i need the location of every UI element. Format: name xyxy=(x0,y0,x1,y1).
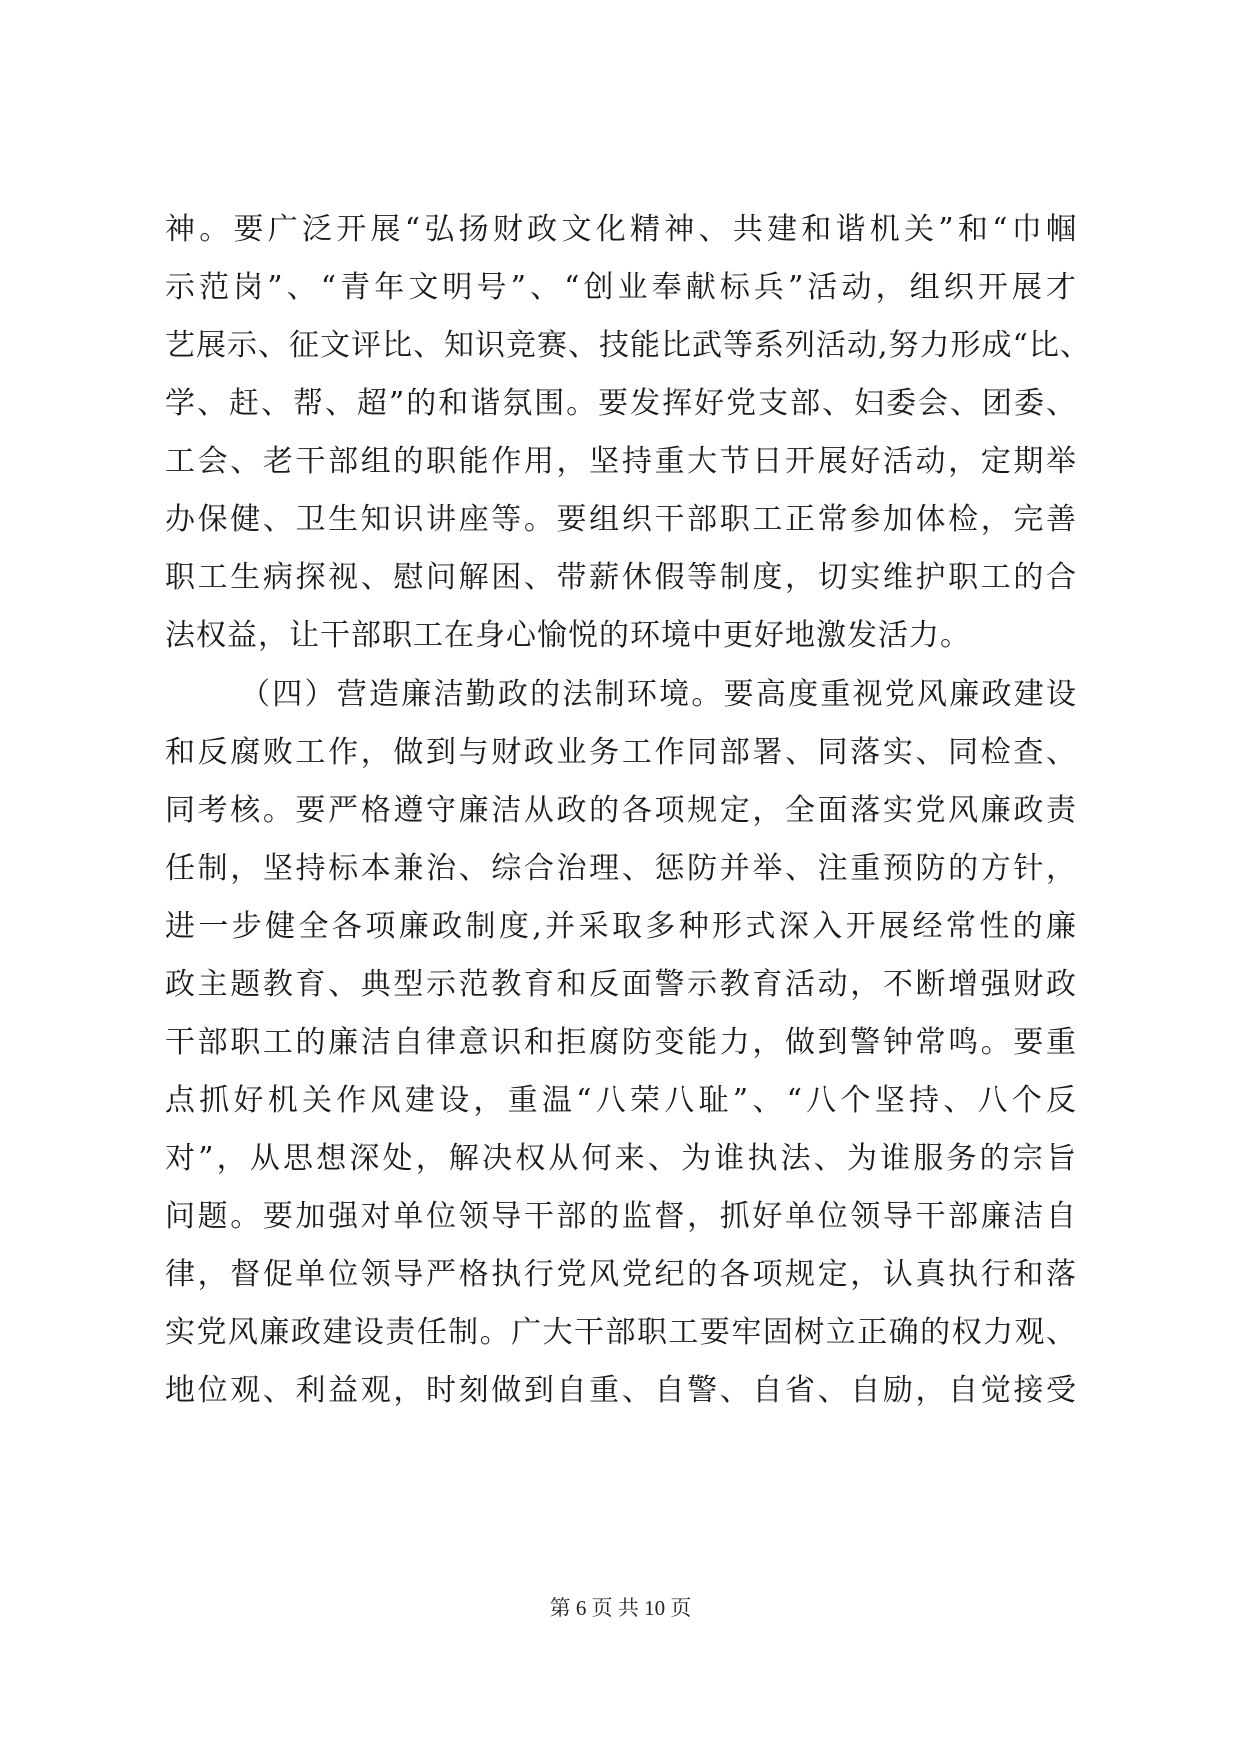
section-heading-line: （四）营造廉洁勤政的法制环境。要高度重视党风廉政建设 xyxy=(240,677,1077,712)
text-line: 学、赶、帮、超”的和谐氛围。要发挥好党支部、妇委会、团委、 xyxy=(165,386,1077,421)
text-line: 点抓好机关作风建设，重温“八荣八耻”、“八个坚持、八个反 xyxy=(165,1083,1077,1118)
text-line: 同考核。要严格遵守廉洁从政的各项规定，全面落实党风廉政责 xyxy=(165,793,1077,828)
text-line: 办保健、卫生知识讲座等。要组织干部职工正常参加体检，完善 xyxy=(165,502,1077,537)
text-line: 示范岗”、“青年文明号”、“创业奉献标兵”活动，组织开展才 xyxy=(165,270,1077,305)
text-line: 职工生病探视、慰问解困、带薪休假等制度，切实维护职工的合 xyxy=(165,560,1077,595)
text-line: 和反腐败工作，做到与财政业务工作同部署、同落实、同检查、 xyxy=(165,735,1077,770)
text-line: 法权益，让干部职工在身心愉悦的环境中更好地激发活力。 xyxy=(165,618,971,653)
text-line: 律，督促单位领导严格执行党风党纪的各项规定，认真执行和落 xyxy=(165,1257,1077,1292)
text-line: 干部职工的廉洁自律意识和拒腐防变能力，做到警钟常鸣。要重 xyxy=(165,1025,1077,1060)
text-line: 任制，坚持标本兼治、综合治理、惩防并举、注重预防的方针， xyxy=(165,851,1077,886)
page-number-footer: 第 6 页 共 10 页 xyxy=(549,1596,692,1620)
text-line: 对”，从思想深处，解决权从何来、为谁执法、为谁服务的宗旨 xyxy=(165,1141,1077,1176)
text-line: 工会、老干部组的职能作用，坚持重大节日开展好活动，定期举 xyxy=(165,444,1077,479)
text-line: 进一步健全各项廉政制度,并采取多种形式深入开展经常性的廉 xyxy=(165,909,1077,944)
text-line: 政主题教育、典型示范教育和反面警示教育活动，不断增强财政 xyxy=(165,967,1077,1002)
text-line: 神。要广泛开展“弘扬财政文化精神、共建和谐机关”和“巾帼 xyxy=(165,212,1077,247)
text-line: 艺展示、征文评比、知识竞赛、技能比武等系列活动,努力形成“比、 xyxy=(165,328,1091,363)
text-line: 地位观、利益观，时刻做到自重、自警、自省、自励，自觉接受 xyxy=(165,1373,1077,1408)
text-line: 问题。要加强对单位领导干部的监督，抓好单位领导干部廉洁自 xyxy=(165,1199,1077,1234)
text-line: 实党风廉政建设责任制。广大干部职工要牢固树立正确的权力观、 xyxy=(165,1315,1077,1350)
